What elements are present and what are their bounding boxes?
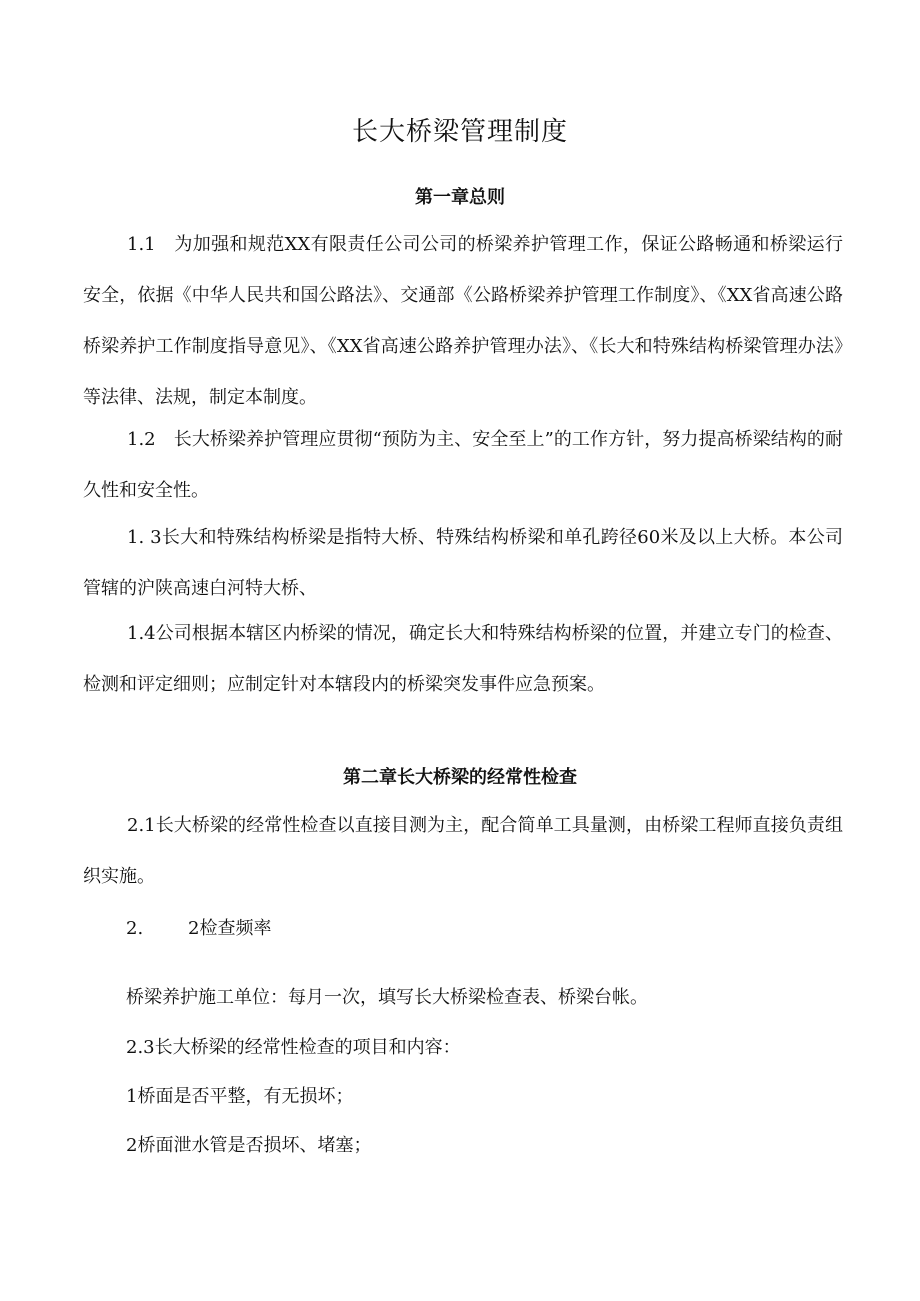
paragraph-1-1: 1.1 为加强和规范XX有限责任公司公司的桥梁养护管理工作，保证公路畅通和桥梁运行安全，依据《中华人民共和国公路法》、交通部《公路桥梁养护管理工作制度》、《XX省高速公路桥梁养护工作制度指导意见》、《XX省高速公路养护管理办法》、《长大和特殊结构桥梁管理办法》等法律、法规，制定本制度。 (83, 234, 843, 408)
paragraph-2-1: 2.1长大桥梁的经常性检查以直接目测为主，配合简单工具量测，由桥梁工程师直接负责组织实施。 (83, 815, 843, 887)
list-item: 2桥面泄水管是否损坏、堵塞； (126, 1135, 372, 1156)
paragraph-1-3: 1. 3长大和特殊结构桥梁是指特大桥、特殊结构桥梁和单孔跨径60米及以上大桥。本公司管辖的沪陕高速白河特大桥、 (83, 527, 843, 599)
paragraph-1-4: 1.4公司根据本辖区内桥梁的情况，确定长大和特殊结构桥梁的位置，并建立专门的检查、检测和评定细则；应制定针对本辖段内的桥梁突发事件应急预案。 (83, 623, 843, 695)
inspection-frequency: 桥梁养护施工单位：每月一次，填写长大桥梁检查表、桥梁台帐。 (126, 987, 648, 1008)
paragraph-2-2-number: 2. (126, 918, 144, 939)
list-item: 1桥面是否平整，有无损坏； (126, 1086, 354, 1107)
chapter-2-heading: 第二章长大桥梁的经常性检查 (343, 767, 577, 788)
document-title: 长大桥梁管理制度 (351, 117, 568, 147)
paragraph-2-3: 2.3长大桥梁的经常性检查的项目和内容： (126, 1037, 461, 1058)
paragraph-1-2: 1.2 长大桥梁养护管理应贯彻“预防为主、安全至上”的工作方针，努力提高桥梁结构的耐久性和安全性。 (83, 429, 843, 501)
paragraph-2-2-heading: 2检查频率 (188, 918, 272, 939)
chapter-1-heading: 第一章总则 (415, 187, 505, 208)
